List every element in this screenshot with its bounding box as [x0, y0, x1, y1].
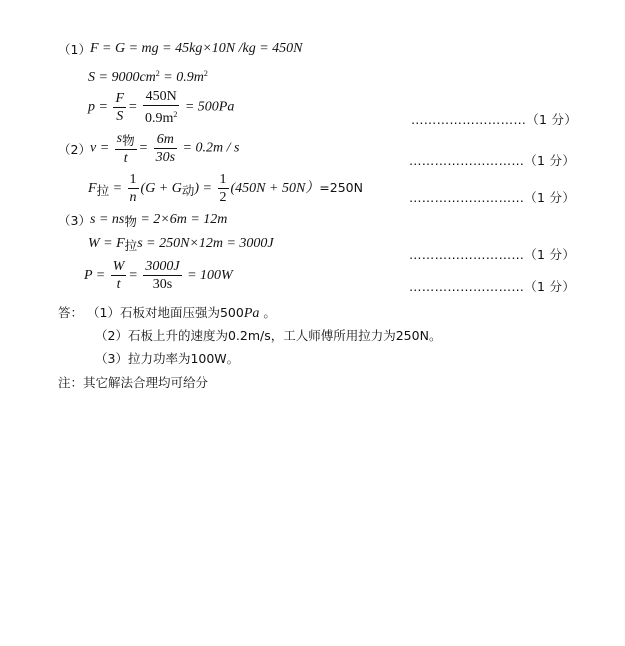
part1-p-den-wrap — [143, 106, 179, 127]
part2-f-frac2-den: 2 — [219, 190, 227, 206]
part1-area-sup2: 2 — [203, 69, 208, 78]
part2-f-mid-end: ) = — [194, 181, 212, 196]
part3-p-num2: 3000J — [145, 259, 180, 275]
part3-label: （3） — [58, 213, 91, 228]
part1-area-sup1: 2 — [155, 69, 160, 78]
part2-f-lhs: F — [88, 181, 97, 196]
part2-v-frac-values — [154, 131, 177, 166]
part3-s-b: = 2×6m = 12m — [136, 212, 228, 227]
part2-v-frac-symbolic — [115, 130, 137, 167]
part1-p-frac-symbolic — [113, 90, 126, 125]
part2-v-num-sub: 物 — [122, 133, 135, 148]
part1-area-b: = 0.9m — [159, 70, 204, 85]
part3-w-a: W = F — [88, 236, 125, 251]
grading-note: 注：其它解法合理均可给分 — [58, 375, 209, 390]
answer-line-3: （3）拉力功率为100W。 — [95, 351, 240, 366]
part2-v-lhs: v = — [90, 140, 110, 156]
part1-area-equation — [88, 66, 208, 86]
part3-score-1: ………………………（1 分） — [409, 247, 576, 262]
part2-v-num2: 6m — [154, 131, 177, 149]
part2-f-frac2-num: 1 — [219, 172, 227, 188]
part2-f-mid-sub: 动 — [181, 183, 195, 198]
part2-f-mid: (G + G — [140, 181, 182, 196]
part3-p-frac-symbolic — [111, 258, 127, 293]
part1-p-den-sup: 2 — [173, 110, 178, 119]
part3-work-equation — [88, 236, 274, 254]
part3-w-b: s = 250N×12m = 3000J — [137, 236, 274, 251]
part3-p-den: t — [116, 277, 121, 293]
part2-f-tail: (450N + 50N） — [230, 181, 320, 196]
part3-score-2: ………………………（1 分） — [409, 279, 576, 294]
part1-p-rhs: = 500Pa — [184, 99, 235, 115]
part2-label: （2） — [58, 142, 91, 157]
part2-f-frac1-den: n — [129, 190, 137, 206]
part3-s-sub: 物 — [124, 214, 137, 229]
part2-v-rhs: = 0.2m / s — [182, 140, 240, 156]
part1-label: （1） — [58, 42, 91, 57]
part2-f-frac1 — [128, 171, 139, 206]
part3-p-frac-values — [143, 258, 181, 293]
part1-p-frac-values — [143, 88, 179, 127]
part1-p-frac-den: S — [116, 109, 124, 124]
answer-prefix: 答： — [58, 305, 84, 320]
part3-w-sub: 拉 — [124, 238, 138, 253]
part2-v-num: s — [116, 131, 123, 146]
part2-f-frac1-num: 1 — [129, 172, 137, 188]
part2-velocity-equation: v = $\frac{\text{s物}}{t}$ = $\frac{6m}{30s}$ = 0.2m / s — [90, 131, 240, 166]
answer-line-1 — [58, 305, 276, 322]
part2-v-den: t — [123, 151, 128, 166]
part3-s-a: s = ns — [90, 212, 125, 227]
part3-distance-equation — [90, 212, 227, 230]
part1-score: ………………………（1 分） — [411, 112, 578, 127]
part2-f-frac2 — [218, 171, 229, 206]
part2-score-1: ………………………（1 分） — [409, 153, 576, 168]
answer-line-1-a: （1）石板对地面压强为500 — [87, 305, 244, 320]
part2-force-equation: F拉 = $\frac{1}{n}$ (G + G动) = $\frac{1}{2}$ (450N + 50N）=250N — [88, 172, 363, 206]
part3-p-num: W — [112, 259, 125, 275]
part2-f-lhs-sub: 拉 — [96, 183, 110, 198]
part2-v-den2: 30s — [155, 150, 176, 165]
part1-p-num: 450N — [143, 88, 179, 106]
part2-f-result: =250N — [319, 180, 363, 195]
part3-power-equation: P = $\frac{W}{t}$ = $\frac{3000J}{30s}$ = 100W — [84, 259, 233, 293]
part1-force-equation: F = G = mg = 45kg×10N /kg = 450N — [90, 41, 303, 56]
answer-line-1-c: 。 — [259, 305, 276, 320]
part3-p-rhs: = 100W — [187, 268, 233, 283]
answer-line-2: （2）石板上升的速度为0.2m/s，工人师傅所用拉力为250N。 — [95, 328, 442, 343]
part2-v-num-wrap — [115, 130, 137, 150]
part1-p-frac-num: F — [115, 91, 125, 106]
part2-score-2: ………………………（1 分） — [409, 190, 576, 205]
answer-line-1-b: Pa — [243, 306, 260, 321]
part1-pressure-equation: p = $\frac{F}{S}$ = $\frac{450N}{0.9m^2}$ = 500Pa — [88, 89, 235, 126]
part1-p-lhs: p = — [88, 99, 108, 115]
part1-p-den: 0.9m — [144, 111, 174, 126]
part3-p-den2: 30s — [152, 277, 173, 293]
part3-p-lhs: P = — [84, 268, 106, 283]
part1-area-a: S = 9000cm — [88, 70, 156, 85]
